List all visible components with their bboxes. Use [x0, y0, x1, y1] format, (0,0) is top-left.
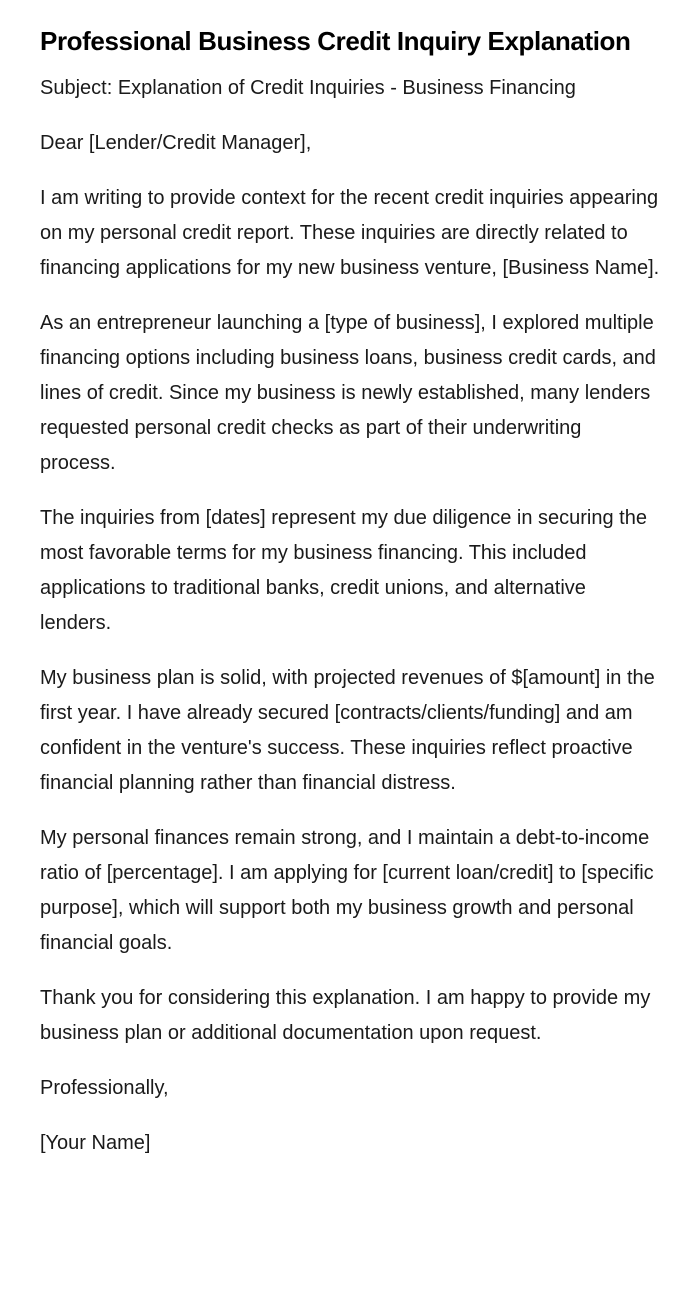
body-paragraph: Thank you for considering this explanation. I am happy to provide my business plan or additional documentation upon request. [40, 987, 651, 1044]
letter-subject: Subject: Explanation of Credit Inquiries - Business Financing [40, 77, 576, 99]
body-paragraph: I am writing to provide context for the recent credit inquiries appearing on my personal credit report. These inquiries are directly related to financing applications for my new business venture, [Business Name]. [40, 187, 660, 279]
body-paragraph: The inquiries from [dates] represent my due diligence in securing the most favorable terms for my business financing. This included applications to traditional banks, credit unions, and alternative lenders. [40, 507, 647, 634]
body-paragraph: As an entrepreneur launching a [type of business], I explored multiple financing options including business loans, business credit cards, and lines of credit. Since my business is newly established, many lenders requested personal credit checks as part of their underwriting process. [40, 312, 656, 474]
letter-title: Professional Business Credit Inquiry Explanation [40, 26, 631, 56]
body-paragraph: My personal finances remain strong, and I maintain a debt-to-income ratio of [percentage]. I am applying for [current loan/credit] to [specific purpose], which will support both my business growth and personal financial goals. [40, 827, 654, 954]
letter-signature: [Your Name] [40, 1132, 151, 1154]
body-paragraph: My business plan is solid, with projected revenues of $[amount] in the first year. I have already secured [contracts/clients/funding] and am confident in the venture's success. These inquiries reflect proactive financial planning rather than financial distress. [40, 667, 655, 794]
letter-salutation: Dear [Lender/Credit Manager], [40, 132, 312, 154]
letter-closing: Professionally, [40, 1077, 169, 1099]
